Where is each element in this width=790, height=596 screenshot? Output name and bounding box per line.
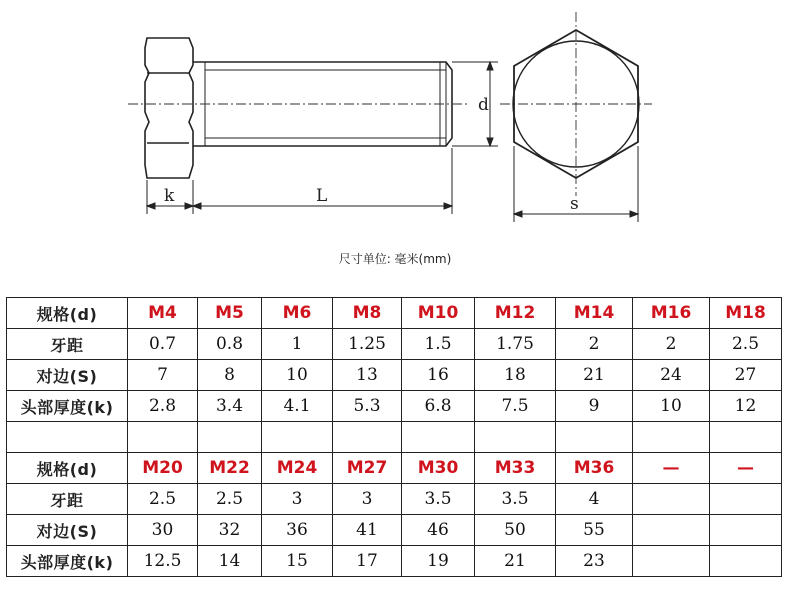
row-label: 规格(d) (7, 298, 128, 329)
value-cell (633, 484, 710, 515)
spec-table (6, 297, 782, 577)
value-cell: 3.4 (198, 391, 262, 422)
value-cell: 2.5 (710, 329, 782, 360)
value-cell: 16 (402, 360, 475, 391)
spec-cell: M33 (475, 453, 556, 484)
value-cell: 2 (633, 329, 710, 360)
arrow-head (487, 138, 493, 146)
arrow-head (193, 203, 201, 209)
pitch-row (7, 484, 782, 515)
empty-cell (7, 422, 128, 453)
dim-s-label: s (570, 194, 579, 214)
value-cell: 8 (198, 360, 262, 391)
arrow-head (444, 203, 452, 209)
value-cell: 3 (333, 484, 402, 515)
spec-cell: — (710, 453, 782, 484)
value-cell: 13 (333, 360, 402, 391)
row-label: 对边(S) (7, 515, 128, 546)
value-cell (633, 546, 710, 577)
value-cell: 36 (262, 515, 333, 546)
value-cell: 4 (556, 484, 633, 515)
empty-cell (633, 422, 710, 453)
value-cell: 15 (262, 546, 333, 577)
value-cell: 7 (128, 360, 198, 391)
value-cell: 21 (475, 546, 556, 577)
value-cell: 10 (262, 360, 333, 391)
dim-k-label: k (164, 186, 175, 206)
row-label: 规格(d) (7, 453, 128, 484)
spec-cell: M8 (333, 298, 402, 329)
spec-row (7, 453, 782, 484)
arrow-head (487, 62, 493, 70)
value-cell: 7.5 (475, 391, 556, 422)
value-cell (633, 515, 710, 546)
spec-cell: M12 (475, 298, 556, 329)
unit-note: 尺寸单位: 毫米(mm) (338, 252, 452, 266)
spec-cell: M14 (556, 298, 633, 329)
value-cell: 1.75 (475, 329, 556, 360)
value-cell: 0.8 (198, 329, 262, 360)
row-label: 对边(S) (7, 360, 128, 391)
arrow-head (147, 203, 155, 209)
value-cell: 2 (556, 329, 633, 360)
spec-cell: M30 (402, 453, 475, 484)
bolt-technical-drawing (0, 0, 790, 230)
value-cell: 27 (710, 360, 782, 391)
across-flats-row (7, 360, 782, 391)
value-cell: 21 (556, 360, 633, 391)
value-cell: 1.5 (402, 329, 475, 360)
arrow-head (630, 211, 638, 217)
empty-cell (556, 422, 633, 453)
value-cell: 2.8 (128, 391, 198, 422)
value-cell: 10 (633, 391, 710, 422)
spec-cell: M22 (198, 453, 262, 484)
head-thickness-row (7, 391, 782, 422)
value-cell: 17 (333, 546, 402, 577)
value-cell: 46 (402, 515, 475, 546)
empty-cell (262, 422, 333, 453)
value-cell: 30 (128, 515, 198, 546)
value-cell: 19 (402, 546, 475, 577)
row-label: 牙距 (7, 329, 128, 360)
empty-cell (198, 422, 262, 453)
spec-cell: M20 (128, 453, 198, 484)
value-cell: 12.5 (128, 546, 198, 577)
value-cell: 9 (556, 391, 633, 422)
value-cell (710, 484, 782, 515)
spec-cell: M36 (556, 453, 633, 484)
value-cell: 3 (262, 484, 333, 515)
spec-cell: M24 (262, 453, 333, 484)
blank-row (7, 422, 782, 453)
value-cell: 6.8 (402, 391, 475, 422)
value-cell: 55 (556, 515, 633, 546)
row-label: 牙距 (7, 484, 128, 515)
spec-cell: — (633, 453, 710, 484)
value-cell: 3.5 (402, 484, 475, 515)
empty-cell (475, 422, 556, 453)
spec-cell: M18 (710, 298, 782, 329)
row-label: 头部厚度(k) (7, 391, 128, 422)
value-cell: 41 (333, 515, 402, 546)
spec-cell: M16 (633, 298, 710, 329)
value-cell: 23 (556, 546, 633, 577)
value-cell: 0.7 (128, 329, 198, 360)
empty-cell (333, 422, 402, 453)
value-cell (710, 546, 782, 577)
empty-cell (402, 422, 475, 453)
spec-cell: M27 (333, 453, 402, 484)
value-cell (710, 515, 782, 546)
value-cell: 5.3 (333, 391, 402, 422)
value-cell: 1.25 (333, 329, 402, 360)
value-cell: 12 (710, 391, 782, 422)
dim-d-label: d (478, 95, 489, 115)
value-cell: 18 (475, 360, 556, 391)
value-cell: 50 (475, 515, 556, 546)
spec-cell: M5 (198, 298, 262, 329)
value-cell: 14 (198, 546, 262, 577)
value-cell: 32 (198, 515, 262, 546)
arrow-head (514, 211, 522, 217)
spec-cell: M6 (262, 298, 333, 329)
bolt-head-outline (145, 38, 193, 178)
value-cell: 2.5 (128, 484, 198, 515)
value-cell: 4.1 (262, 391, 333, 422)
empty-cell (710, 422, 782, 453)
empty-cell (128, 422, 198, 453)
spec-row (7, 298, 782, 329)
dim-L-label: L (316, 186, 328, 206)
spec-cell: M10 (402, 298, 475, 329)
pitch-row (7, 329, 782, 360)
table-section-1 (7, 298, 782, 453)
value-cell: 2.5 (198, 484, 262, 515)
value-cell: 3.5 (475, 484, 556, 515)
value-cell: 1 (262, 329, 333, 360)
table-section-2 (7, 453, 782, 577)
value-cell: 24 (633, 360, 710, 391)
head-thickness-row (7, 546, 782, 577)
spec-cell: M4 (128, 298, 198, 329)
across-flats-row (7, 515, 782, 546)
row-label: 头部厚度(k) (7, 546, 128, 577)
